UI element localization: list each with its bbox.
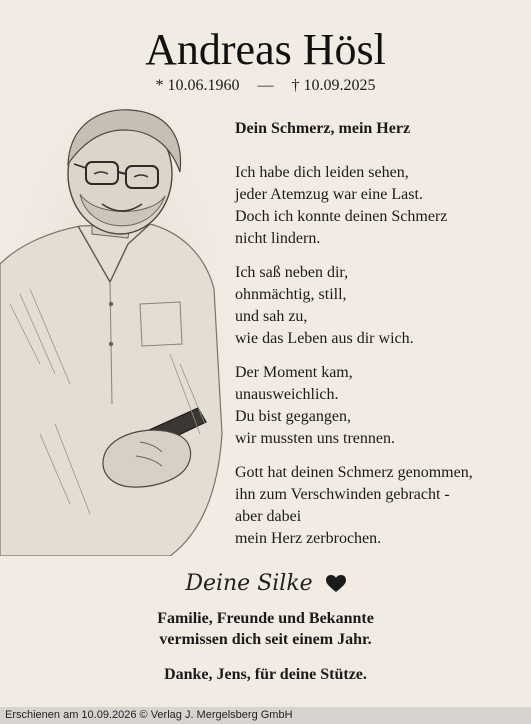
poem-line: Der Moment kam, — [235, 364, 353, 381]
closing-line: Familie, Freunde und Bekannte — [157, 610, 374, 627]
poem-line: mein Herz zerbrochen. — [235, 530, 382, 547]
poem — [235, 118, 525, 562]
publication-footer: Erschienen am 10.09.2026 © Verlag J. Mergelsberg GmbH — [0, 707, 531, 724]
signature-text: Deine Silke — [185, 571, 313, 596]
poem-line: nicht lindern. — [235, 230, 321, 247]
poem-line: ihn zum Verschwinden gebracht - — [235, 486, 450, 503]
poem-line: wie das Leben aus dir wich. — [235, 330, 414, 347]
poem-line: Doch ich konnte deinen Schmerz — [235, 208, 448, 225]
deceased-name: Andreas Hösl — [145, 25, 386, 74]
poem-stanza — [235, 162, 525, 250]
closing-line: vermissen dich seit einem Jahr. — [159, 631, 372, 648]
poem-line: und sah zu, — [235, 308, 308, 325]
poem-line: wir mussten uns trennen. — [235, 430, 395, 447]
poem-line: Du bist gegangen, — [235, 408, 351, 425]
portrait-sketch — [0, 104, 232, 556]
birth-date: * 10.06.1960 — [155, 77, 240, 94]
heart-icon — [326, 575, 346, 593]
poem-line: ohnmächtig, still, — [235, 286, 347, 303]
poem-line: Ich saß neben dir, — [235, 264, 349, 281]
poem-title: Dein Schmerz, mein Herz — [235, 120, 411, 137]
life-dates — [0, 76, 531, 96]
closing-message — [0, 608, 531, 650]
poem-stanza — [235, 262, 525, 350]
death-date: † 10.09.2025 — [291, 77, 376, 94]
thanks-line: Danke, Jens, für deine Stütze. — [164, 666, 367, 683]
poem-line: Ich habe dich leiden sehen, — [235, 164, 409, 181]
signature — [0, 570, 531, 598]
poem-line: Gott hat deinen Schmerz genommen, — [235, 464, 473, 481]
poem-stanza — [235, 462, 525, 550]
date-separator: — — [257, 77, 274, 94]
poem-line: aber dabei — [235, 508, 302, 525]
poem-line: unausweichlich. — [235, 386, 339, 403]
poem-line: jeder Atemzug war eine Last. — [235, 186, 423, 203]
poem-stanza — [235, 362, 525, 450]
